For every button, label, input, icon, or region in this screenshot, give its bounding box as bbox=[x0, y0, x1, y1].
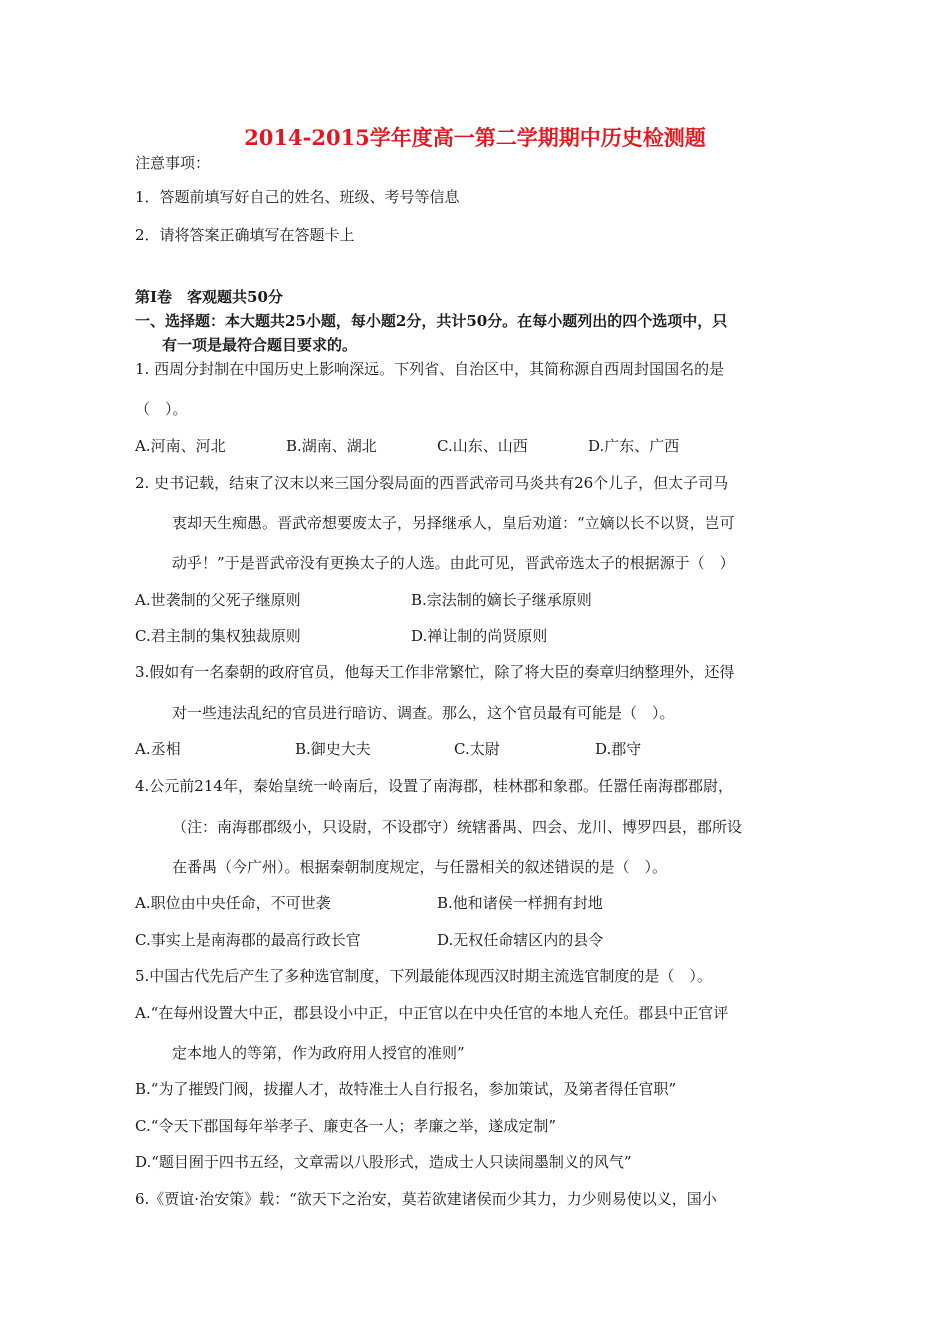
option: B.湖南、湖北 bbox=[286, 437, 377, 455]
option: A.丞相 bbox=[135, 740, 181, 758]
question-stem: 4.公元前214年，秦始皇统一岭南后，设置了南海郡，桂林郡和象郡。任嚣任南海郡郡尉， bbox=[135, 777, 733, 795]
question-stem: 对一些违法乱纪的官员进行暗访、调查。那么，这个官员最有可能是（ ）。 bbox=[172, 704, 675, 722]
option: C.太尉 bbox=[454, 740, 500, 758]
option: D.广东、广西 bbox=[588, 437, 680, 455]
section-instruction: 有一项是最符合题目要求的。 bbox=[162, 336, 358, 354]
question-stem: 动乎！”于是晋武帝没有更换太子的人选。由此可见，晋武帝选太子的根据源于（ ） bbox=[172, 554, 735, 572]
option: A.世袭制的父死子继原则 bbox=[135, 591, 301, 609]
option: B.“为了摧毁门阀，拔擢人才，故特准士人自行报名，参加策试，及第者得任官职” bbox=[135, 1080, 677, 1098]
option: B.御史大夫 bbox=[295, 740, 371, 758]
option: A.职位由中央任命，不可世袭 bbox=[135, 894, 331, 912]
question-stem: 3.假如有一名秦朝的政府官员，他每天工作非常繁忙，除了将大臣的奏章归纳整理外，还得 bbox=[135, 663, 735, 681]
notice-item: 1．答题前填写好自己的姓名、班级、考号等信息 bbox=[135, 188, 460, 206]
section-heading: 第Ⅰ卷 客观题共50分 bbox=[135, 288, 283, 306]
option: D.郡守 bbox=[595, 740, 642, 758]
page-title: 2014-2015学年度高一第二学期期中历史检测题 bbox=[244, 125, 706, 150]
option: D.禅让制的尚贤原则 bbox=[411, 627, 548, 645]
option: C.“令天下郡国每年举孝子、廉吏各一人；孝廉之举，遂成定制” bbox=[135, 1117, 557, 1135]
option: C.山东、山西 bbox=[437, 437, 528, 455]
option: A.河南、河北 bbox=[135, 437, 226, 455]
question-stem: 5.中国古代先后产生了多种选官制度，下列最能体现西汉时期主流选官制度的是（ ）。 bbox=[135, 967, 712, 985]
option: D.“题目囿于四书五经，文章需以八股形式，造成士人只读闹墨制义的风气” bbox=[135, 1153, 632, 1171]
option: B.他和诸侯一样拥有封地 bbox=[437, 894, 603, 912]
notice-heading: 注意事项： bbox=[135, 154, 211, 172]
option: A.“在每州设置大中正，郡县设小中正，中正官以在中央任官的本地人充任。郡县中正官评 bbox=[135, 1004, 729, 1022]
section-instruction: 一、选择题：本大题共25小题，每小题2分，共计50分。在每小题列出的四个选项中，只 bbox=[135, 312, 728, 330]
question-stem: 衷却天生痴愚。晋武帝想要废太子，另择继承人，皇后劝道：“立嫡以长不以贤，岂可 bbox=[172, 514, 735, 532]
option: B.宗法制的嫡长子继承原则 bbox=[411, 591, 592, 609]
notice-item: 2．请将答案正确填写在答题卡上 bbox=[135, 226, 355, 244]
question-stem: 1. 西周分封制在中国历史上影响深远。下列省、自治区中，其简称源自西周封国国名的是 bbox=[135, 360, 725, 378]
option: C.君主制的集权独裁原则 bbox=[135, 627, 301, 645]
question-stem: 在番禺（今广州）。根据秦朝制度规定，与任嚣相关的叙述错误的是（ ）。 bbox=[172, 858, 668, 876]
option: C.事实上是南海郡的最高行政长官 bbox=[135, 931, 361, 949]
question-stem: 6.《贾谊·治安策》载：“欲天下之治安，莫若欲建诸侯而少其力，力少则易使以义，国小 bbox=[135, 1190, 717, 1208]
option: 定本地人的等第，作为政府用人授官的准则” bbox=[172, 1044, 465, 1062]
option: D.无权任命辖区内的县令 bbox=[437, 931, 604, 949]
question-stem: （ ）。 bbox=[135, 400, 188, 418]
question-stem: （注：南海郡郡级小，只设尉，不设郡守）统辖番禺、四会、龙川、博罗四县，郡所设 bbox=[172, 818, 743, 836]
question-stem: 2. 史书记载，结束了汉末以来三国分裂局面的西晋武帝司马炎共有26个儿子，但太子司马 bbox=[135, 474, 729, 492]
